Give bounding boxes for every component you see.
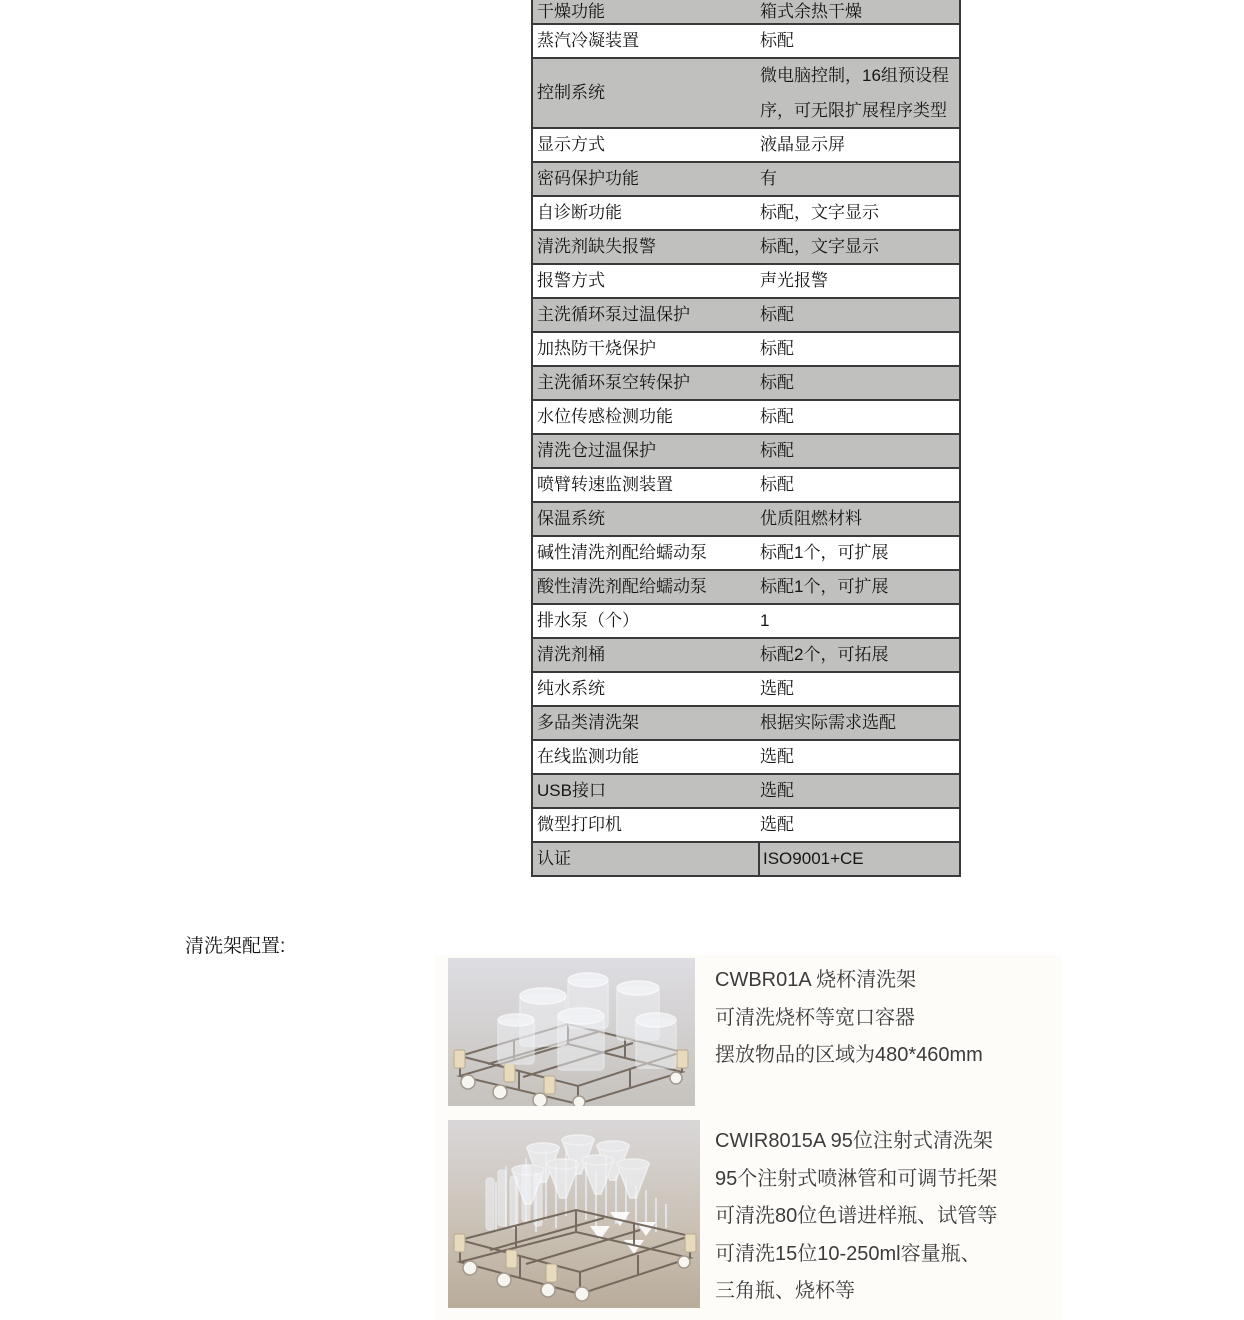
spec-row-label: 干燥功能 [537,1,605,21]
spec-row [533,197,959,231]
spec-row-label: 自诊断功能 [537,203,622,222]
spec-row-label: 加热防干烧保护 [537,339,656,358]
spec-row-value: 箱式余热干燥 [760,1,862,21]
spec-row [533,605,959,639]
spec-row-label: 碱性清洗剂配给蠕动泵 [537,543,707,562]
spec-row [533,25,959,59]
spec-row [533,333,959,367]
spec-row-label: 喷臂转速监测装置 [537,475,673,494]
spec-row-value: 标配 [760,31,794,50]
spec-row-label: 认证 [537,849,571,868]
spec-row-label: 密码保护功能 [537,169,639,188]
spec-row-value: 选配 [760,747,794,766]
rack-section [435,955,1062,1320]
spec-row-value: 微电脑控制，16组预设程序，可无限扩展程序类型 [760,66,949,120]
spec-row [533,639,959,673]
spec-row [533,707,959,741]
spec-row-label: USB接口 [537,781,606,800]
spec-row [533,0,959,25]
product-line: CWIR8015A 95位注射式清洗架 [715,1130,993,1152]
spec-row-label: 清洗剂缺失报警 [537,237,656,256]
product-line: 95个注射式喷淋管和可调节托架 [715,1167,998,1190]
spec-row-value: 选配 [760,679,794,698]
spec-row [533,503,959,537]
spec-row [533,367,959,401]
spec-row [533,435,959,469]
spec-row [533,741,959,775]
spec-table [531,0,961,877]
spec-row [533,571,959,605]
spec-row-label: 微型打印机 [537,815,622,834]
spec-row-value: 标配 [760,373,794,392]
spec-row-label: 水位传感检测功能 [537,407,673,426]
spec-row-value: 优质阻燃材料 [760,509,862,528]
spec-row-value: 选配 [760,781,794,800]
spec-row [533,59,959,129]
spec-row [533,231,959,265]
spec-row [533,265,959,299]
spec-row-value: 根据实际需求选配 [760,713,896,732]
injection-rack-photo [448,1120,700,1308]
product-line: 摆放物品的区域为480*460mm [715,1044,983,1066]
spec-row-value: 有 [760,169,777,188]
spec-row [533,537,959,571]
spec-row-label: 主洗循环泵空转保护 [537,373,690,392]
product-line: 可清洗15位10-250ml容量瓶、 [715,1242,981,1265]
product-line: 可清洗80位色谱进样瓶、试管等 [715,1205,998,1227]
spec-row-value: 标配 [760,339,794,358]
spec-row-value: 标配，文字显示 [760,237,879,256]
product-line: CWBR01A 烧杯清洗架 [715,969,917,991]
spec-row-label: 酸性清洗剂配给蠕动泵 [537,577,707,596]
rack-section-heading: 清洗架配置: [185,936,286,957]
spec-row-label: 清洗仓过温保护 [537,441,656,460]
spec-row [533,401,959,435]
spec-row-label: 清洗剂桶 [537,645,605,664]
product-lines [715,1123,997,1311]
spec-row-value: 标配1个，可扩展 [760,543,889,562]
spec-row-value: 标配 [760,441,794,460]
spec-row-value: 标配 [760,475,794,494]
spec-row-label: 在线监测功能 [537,747,639,766]
spec-row-value: 1 [760,611,770,630]
spec-row-value: 标配1个，可扩展 [760,577,889,596]
spec-row-label: 保温系统 [537,509,605,528]
spec-row [533,469,959,503]
product-line: 三角瓶、烧杯等 [715,1280,855,1302]
product-line: 可清洗烧杯等宽口容器 [715,1006,915,1029]
spec-row [533,775,959,809]
spec-row-value: 标配2个，可拓展 [760,645,889,664]
spec-row [533,299,959,333]
spec-row-value: 液晶显示屏 [760,135,845,154]
spec-row-value: 标配 [760,305,794,324]
spec-row-value: 选配 [760,815,794,834]
spec-row [533,809,959,843]
spec-row [533,163,959,197]
spec-row-label: 报警方式 [537,271,605,290]
spec-row-value: 标配 [760,407,794,426]
spec-row-label: 多品类清洗架 [537,713,639,732]
spec-row-value: 标配，文字显示 [760,203,879,222]
spec-row [533,129,959,163]
spec-row-value: 声光报警 [760,271,828,290]
spec-row [533,843,959,877]
spec-row-label: 主洗循环泵过温保护 [537,305,690,324]
product-lines [715,962,983,1075]
spec-row-label: 蒸汽冷凝装置 [537,31,639,50]
spec-row-label: 排水泵（个） [537,611,639,630]
beaker-rack-photo [448,958,695,1106]
spec-row [533,673,959,707]
spec-row-label: 纯水系统 [537,679,605,698]
spec-row-label: 控制系统 [537,83,605,102]
spec-row-label: 显示方式 [537,135,605,154]
spec-row-value: ISO9001+CE [758,843,959,875]
